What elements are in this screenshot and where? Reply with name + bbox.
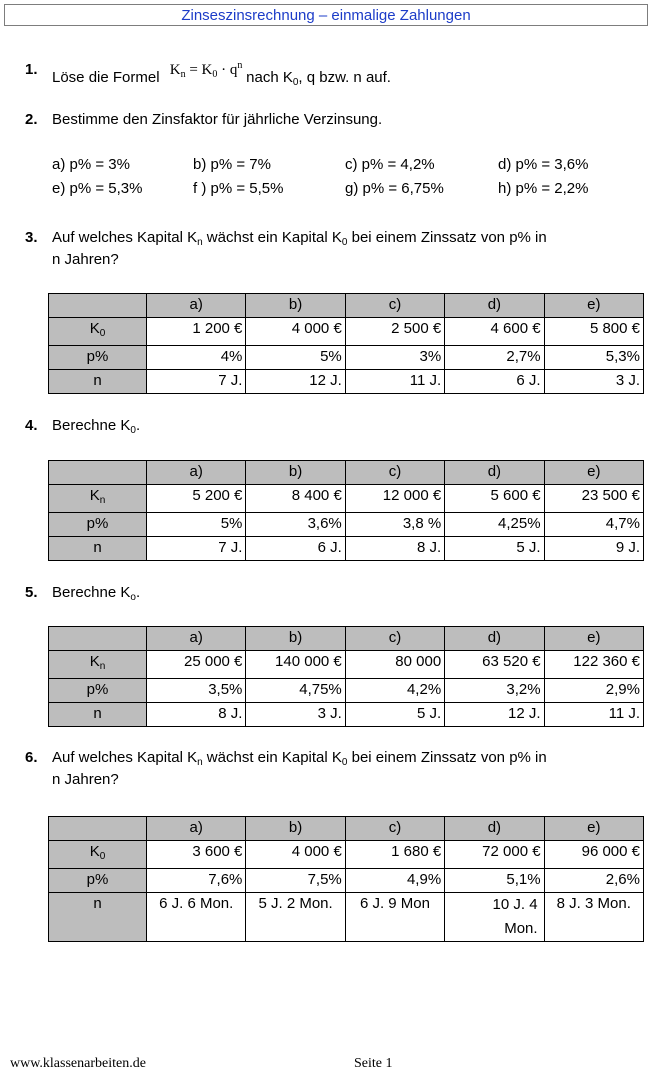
table-cell: 4%	[147, 346, 246, 370]
table-cell: 3 600 €	[147, 841, 246, 869]
table-cell: 3%	[345, 346, 444, 370]
table-cell: 11 J.	[345, 370, 444, 394]
data-table-4	[48, 460, 644, 561]
task-number: 5.	[25, 584, 38, 601]
table-header-row	[49, 461, 644, 485]
header-cell: c)	[345, 627, 444, 651]
table-cell: 12 J.	[246, 370, 345, 394]
formula-kn-sub: n	[180, 69, 186, 80]
formula-q: q	[229, 62, 238, 78]
header-cell: a)	[147, 817, 246, 841]
table-cell: 5 J. 2 Mon.	[246, 893, 345, 942]
header-cell	[49, 294, 147, 318]
formula-q-sup: n	[237, 60, 243, 71]
table-cell: 6 J. 6 Mon.	[147, 893, 246, 942]
formula	[170, 62, 246, 78]
header-cell: e)	[544, 461, 643, 485]
task-5	[25, 583, 625, 603]
table-cell: 6 J.	[445, 370, 544, 394]
table-cell: 4 000 €	[246, 318, 345, 346]
table-cell: 5,1%	[445, 869, 544, 893]
task-text-line2: n Jahren?	[52, 251, 119, 268]
header-cell: c)	[345, 817, 444, 841]
row-label: p%	[49, 869, 147, 893]
task-text: Berechne $K_o$.	[52, 584, 141, 603]
table-row	[49, 346, 644, 370]
table-row	[49, 893, 644, 942]
row-label: $K_0$	[49, 841, 147, 869]
data-table-5	[48, 626, 644, 727]
task-2	[25, 110, 625, 130]
table-row	[49, 651, 644, 679]
table-cell: 8 J.	[345, 537, 444, 561]
row-label: n	[49, 370, 147, 394]
table-cell: 2,7%	[445, 346, 544, 370]
table-cell: 122 360 €	[544, 651, 643, 679]
table-cell: 4 600 €	[445, 318, 544, 346]
table-cell: 4 000 €	[246, 841, 345, 869]
header-cell: c)	[345, 294, 444, 318]
formula-dot: ·	[221, 62, 227, 78]
table-cell: 1 200 €	[147, 318, 246, 346]
table-cell: 3,8 %	[345, 513, 444, 537]
table-cell: 4,7%	[544, 513, 643, 537]
table-row	[49, 318, 644, 346]
task-text: Berechne $K_0$.	[52, 417, 141, 436]
table-cell: 23 500 €	[544, 485, 643, 513]
table-cell: 10 J. 4 Mon.	[445, 893, 544, 942]
table-cell: 7,6%	[147, 869, 246, 893]
table-cell: 5,3%	[544, 346, 643, 370]
table-cell: 3,6%	[246, 513, 345, 537]
task-number: 3.	[25, 229, 38, 246]
header-cell: a)	[147, 461, 246, 485]
table-cell: 5%	[246, 346, 345, 370]
table-cell: 6 J. 9 Mon	[345, 893, 444, 942]
footer-page-number: Seite 1	[354, 1056, 393, 1071]
header-cell: b)	[246, 294, 345, 318]
table-row	[49, 679, 644, 703]
table-cell: 3 J.	[544, 370, 643, 394]
table-cell: 12 J.	[445, 703, 544, 727]
task-text	[52, 60, 391, 93]
rate-item: h) p% = 2,2%	[498, 180, 589, 197]
task-number: 4.	[25, 417, 38, 434]
table-cell: 3 J.	[246, 703, 345, 727]
table-cell: 7 J.	[147, 370, 246, 394]
table-cell: 2,9%	[544, 679, 643, 703]
table-cell: 5 800 €	[544, 318, 643, 346]
table-cell: 11 J.	[544, 703, 643, 727]
header-cell	[49, 817, 147, 841]
header-cell: a)	[147, 294, 246, 318]
task-3	[25, 228, 635, 272]
table-cell: 140 000 €	[246, 651, 345, 679]
table-cell: 4,2%	[345, 679, 444, 703]
task-6	[25, 748, 635, 792]
header-cell: d)	[445, 817, 544, 841]
table-cell: 5 J.	[445, 537, 544, 561]
table-row	[49, 841, 644, 869]
table-row	[49, 485, 644, 513]
table-cell: 5 J.	[345, 703, 444, 727]
task-text-before: Löse die Formel	[52, 69, 160, 86]
table-cell: 63 520 €	[445, 651, 544, 679]
row-label: $K_n$	[49, 485, 147, 513]
table-header-row	[49, 294, 644, 318]
row-label: p%	[49, 679, 147, 703]
row-label: $K_n$	[49, 651, 147, 679]
table-cell: 7,5%	[246, 869, 345, 893]
header-cell: b)	[246, 461, 345, 485]
table-cell: 80 000	[345, 651, 444, 679]
row-label: n	[49, 703, 147, 727]
task-text-after: nach $K_0$, q bzw. n auf.	[246, 69, 391, 88]
table-row	[49, 869, 644, 893]
table-cell: 3,2%	[445, 679, 544, 703]
header-cell: c)	[345, 461, 444, 485]
task-text: Auf welches Kapital $K_n$ wächst ein Kapital $K_0$ bei einem Zinssatz von p% in	[52, 749, 547, 768]
header-cell: e)	[544, 817, 643, 841]
task-number: 2.	[25, 111, 38, 128]
table-row	[49, 513, 644, 537]
table-row	[49, 537, 644, 561]
table-cell: 4,75%	[246, 679, 345, 703]
row-label: n	[49, 537, 147, 561]
table-cell: 2,6%	[544, 869, 643, 893]
page-title: Zinseszinsrechnung – einmalige Zahlungen	[4, 4, 648, 26]
header-cell: b)	[246, 627, 345, 651]
table-cell: 5 200 €	[147, 485, 246, 513]
header-cell: d)	[445, 627, 544, 651]
task-text: Auf welches Kapital $K_n$ wächst ein Kapital $K_0$ bei einem Zinssatz von p% in	[52, 229, 547, 248]
header-cell: b)	[246, 817, 345, 841]
rate-item: a) p% = 3%	[52, 156, 130, 173]
row-label: n	[49, 893, 147, 942]
header-cell: d)	[445, 294, 544, 318]
header-cell	[49, 461, 147, 485]
header-cell	[49, 627, 147, 651]
footer-website: www.klassenarbeiten.de	[10, 1056, 146, 1071]
table-cell: 5%	[147, 513, 246, 537]
table-row	[49, 703, 644, 727]
table-cell: 96 000 €	[544, 841, 643, 869]
task-4	[25, 416, 625, 436]
task-number: 1.	[25, 61, 38, 78]
rate-item: b) p% = 7%	[193, 156, 271, 173]
task-number: 6.	[25, 749, 38, 766]
table-cell: 1 680 €	[345, 841, 444, 869]
table-cell: 9 J.	[544, 537, 643, 561]
rate-item: e) p% = 5,3%	[52, 180, 143, 197]
task-text: Bestimme den Zinsfaktor für jährliche Verzinsung.	[52, 111, 383, 128]
task-text-line2: n Jahren?	[52, 771, 119, 788]
table-row	[49, 370, 644, 394]
header-cell: e)	[544, 294, 643, 318]
row-label: $K_0$	[49, 318, 147, 346]
data-table-3	[48, 293, 644, 394]
table-cell: 25 000 €	[147, 651, 246, 679]
table-cell: 5 600 €	[445, 485, 544, 513]
table-cell: 4,25%	[445, 513, 544, 537]
table-header-row	[49, 627, 644, 651]
table-cell: 6 J.	[246, 537, 345, 561]
table-cell: 8 J.	[147, 703, 246, 727]
table-cell: 72 000 €	[445, 841, 544, 869]
table-cell: 8 J. 3 Mon.	[544, 893, 643, 942]
table-cell: 3,5%	[147, 679, 246, 703]
data-table-6	[48, 816, 644, 942]
rate-item: c) p% = 4,2%	[345, 156, 435, 173]
task-1	[25, 60, 625, 88]
header-cell: e)	[544, 627, 643, 651]
header-cell: d)	[445, 461, 544, 485]
formula-kn: K	[169, 62, 181, 78]
rate-item: f ) p% = 5,5%	[193, 180, 284, 197]
row-label: p%	[49, 346, 147, 370]
table-cell: 8 400 €	[246, 485, 345, 513]
table-cell: 2 500 €	[345, 318, 444, 346]
header-cell: a)	[147, 627, 246, 651]
table-header-row	[49, 817, 644, 841]
formula-k0: K	[201, 62, 213, 78]
row-label: p%	[49, 513, 147, 537]
table-cell: 4,9%	[345, 869, 444, 893]
rate-item: d) p% = 3,6%	[498, 156, 589, 173]
formula-k0-sub: 0	[212, 69, 218, 80]
rate-item: g) p% = 6,75%	[345, 180, 444, 197]
table-cell: 7 J.	[147, 537, 246, 561]
formula-eq: =	[189, 62, 198, 78]
table-cell: 12 000 €	[345, 485, 444, 513]
